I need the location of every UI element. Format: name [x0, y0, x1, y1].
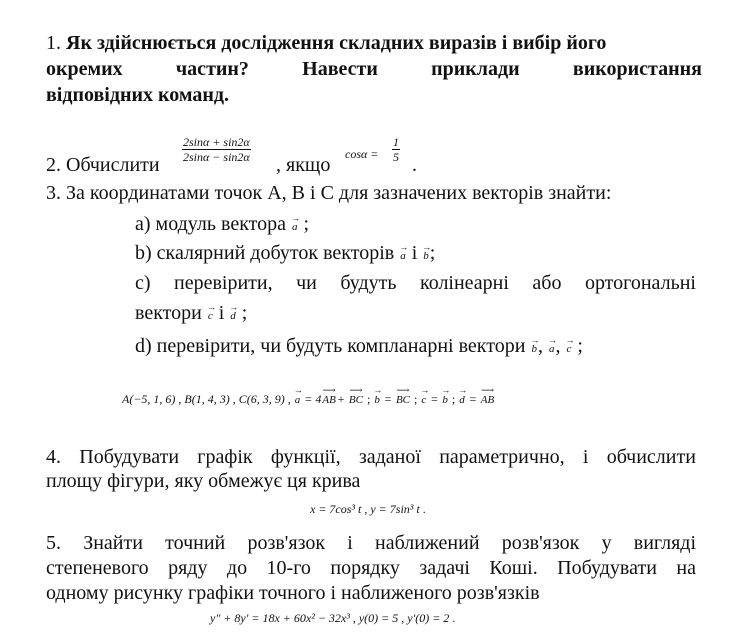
q2-fraction-num: 2sinα + sin2α	[183, 135, 250, 149]
vector-d: → d	[458, 394, 466, 406]
q2-cond-den: 5	[393, 150, 399, 164]
q1-word: частин?	[175, 58, 249, 80]
q3-b	[135, 240, 435, 269]
q4-word: заданої	[358, 446, 421, 468]
q5-word: вигляді	[633, 532, 696, 554]
q3-d	[135, 333, 583, 362]
q5-word: точний	[165, 532, 226, 554]
q2-cond-lhs: cosα =	[345, 147, 379, 161]
q3-c-word: будуть	[340, 272, 397, 294]
semi: ;	[414, 392, 418, 406]
eq1-plus: +	[336, 392, 345, 406]
q4-formula-x: x = 7cos³ t	[310, 502, 362, 516]
point-a: A(−5, 1, 6)	[122, 392, 176, 406]
vector-b: → b	[422, 243, 430, 269]
q5-equation: y″ + 8y′ = 18x + 60x² − 32x³	[210, 611, 350, 625]
q5-word: на	[676, 557, 696, 579]
vector-b: → b	[441, 394, 449, 406]
q3-c-word: перевірити,	[174, 272, 273, 294]
q3-c-end: ;	[241, 302, 248, 324]
q1-line3: відповідних команд.	[46, 84, 230, 106]
eq1-a: = 4	[304, 392, 322, 406]
vector-c: → c	[565, 336, 572, 362]
q4-formula-y: y = 7sin³ t	[370, 502, 420, 516]
q3-c-and: і	[218, 302, 225, 324]
q5-word: ряду	[168, 557, 208, 579]
q5-word: і	[347, 532, 353, 554]
q5-sep: ,	[352, 611, 356, 625]
vector-bc: ⟶ BC	[348, 394, 364, 406]
q4-line1	[46, 444, 696, 470]
q4-formula-sep: ,	[364, 502, 368, 516]
q2-cond-frac	[392, 135, 400, 164]
q5-ic2: y′(0) = 2	[407, 611, 450, 625]
semi: ;	[451, 392, 456, 406]
q4-word: параметрично,	[439, 446, 565, 468]
q2-end: .	[412, 154, 417, 176]
q3-a	[135, 211, 309, 240]
q1-line1	[46, 30, 702, 56]
q4-word: Побудувати	[79, 446, 180, 468]
vector-b: → b	[373, 394, 381, 406]
q4-word: обчислити	[606, 446, 696, 468]
q5-word: Знайти	[83, 532, 143, 554]
q5-word: у	[601, 532, 612, 554]
point-b: B(1, 4, 3)	[184, 392, 230, 406]
vector-b: → b	[530, 336, 538, 362]
q3-c-line2	[135, 300, 247, 329]
q1-word: використання	[572, 58, 702, 80]
q3-c-word: с)	[135, 272, 151, 294]
q3-c-word: чи	[296, 272, 317, 294]
q3-c-word: або	[532, 272, 562, 294]
vector-a: → a	[399, 243, 407, 269]
sep: ,	[178, 392, 182, 406]
q3-a-end: ;	[303, 213, 310, 235]
q5-word: 5.	[46, 532, 61, 554]
q3-c-line1	[135, 270, 696, 296]
q5-line3: одному рисунку графіки точного і наближеного розв'язків	[46, 582, 540, 604]
q4-line2: площу фігури, яку обмежує ця крива	[46, 470, 361, 492]
q5-formula	[210, 611, 455, 626]
q3-c-word: ортогональні	[584, 272, 696, 294]
q5-word: розв'язок	[247, 532, 326, 554]
q5-word: наближений	[375, 532, 480, 554]
eq3-eq: =	[430, 392, 439, 406]
q4-formula-end: .	[422, 502, 426, 516]
point-c: C(6, 3, 9)	[238, 392, 285, 406]
q2-prefix: 2. Обчислити	[46, 154, 160, 176]
q5-line1	[46, 530, 696, 556]
q3-text: 3. За координатами точок А, В і С для зазначених векторів знайти:	[46, 182, 612, 204]
q5-word: задачі	[419, 557, 470, 579]
q2-fraction	[182, 135, 251, 164]
q5-word: 10-го	[266, 557, 311, 579]
q3-d-text: d) перевірити, чи будуть компланарні вектори	[135, 335, 526, 357]
q1-word: приклади	[431, 58, 520, 80]
eq4-eq: =	[468, 392, 477, 406]
q3-c-word: колінеарні	[420, 272, 509, 294]
q5-word: Побудувати	[557, 557, 657, 579]
q1-line2	[46, 56, 702, 82]
q5-ic1: y(0) = 5	[358, 611, 399, 625]
q3-b-text: b) скалярний добуток векторів	[135, 242, 395, 264]
q4-word: 4.	[46, 446, 61, 468]
vector-a: → a	[548, 336, 556, 362]
q2-fraction-den: 2sinα − sin2α	[183, 150, 250, 164]
eq2-eq: =	[383, 392, 392, 406]
sep: ,	[232, 392, 236, 406]
q4-formula	[310, 502, 426, 517]
q1-word: Навести	[302, 58, 378, 80]
vector-ab: ⟶ AB	[321, 394, 336, 406]
q5-line2	[46, 555, 696, 581]
q3-b-and: і	[411, 242, 418, 264]
q5-sep: ,	[401, 611, 405, 625]
q3-a-text: а) модуль вектора	[135, 213, 287, 235]
sep: ,	[287, 392, 291, 406]
q3-c-line2-text: вектори	[135, 302, 202, 324]
vector-ab: ⟶ AB	[480, 394, 495, 406]
semi: ;	[366, 392, 371, 406]
q4-word: і	[582, 446, 589, 468]
vector-d: → d	[229, 303, 237, 329]
vector-c: → c	[207, 303, 214, 329]
q5-word: розв'язок	[501, 532, 580, 554]
vector-a: → a	[294, 394, 302, 406]
q1-number: 1.	[46, 32, 61, 54]
q5-word: до	[226, 557, 248, 579]
q5-word: степеневого	[46, 557, 149, 579]
q1-word: окремих	[46, 58, 123, 80]
vector-c: → c	[420, 394, 427, 406]
q3-d-end: ;	[577, 335, 583, 357]
q3-b-end: ;	[429, 242, 436, 264]
q3-d-sep: ,	[555, 335, 561, 357]
q5-word: Коші.	[489, 557, 538, 579]
points-line	[122, 392, 495, 407]
vector-a: → a	[291, 214, 299, 240]
q2-cond-num: 1	[393, 135, 399, 149]
q5-word: порядку	[330, 557, 400, 579]
q1-text-1: Як здійснюється дослідження складних виразів і вибір його	[66, 32, 607, 54]
q3-d-sep: ,	[537, 335, 543, 357]
q2-middle: , якщо	[276, 154, 331, 176]
q5-end: .	[452, 611, 456, 625]
q4-word: функції,	[270, 446, 341, 468]
q4-word: графік	[197, 446, 253, 468]
vector-bc: ⟶ BC	[395, 394, 411, 406]
